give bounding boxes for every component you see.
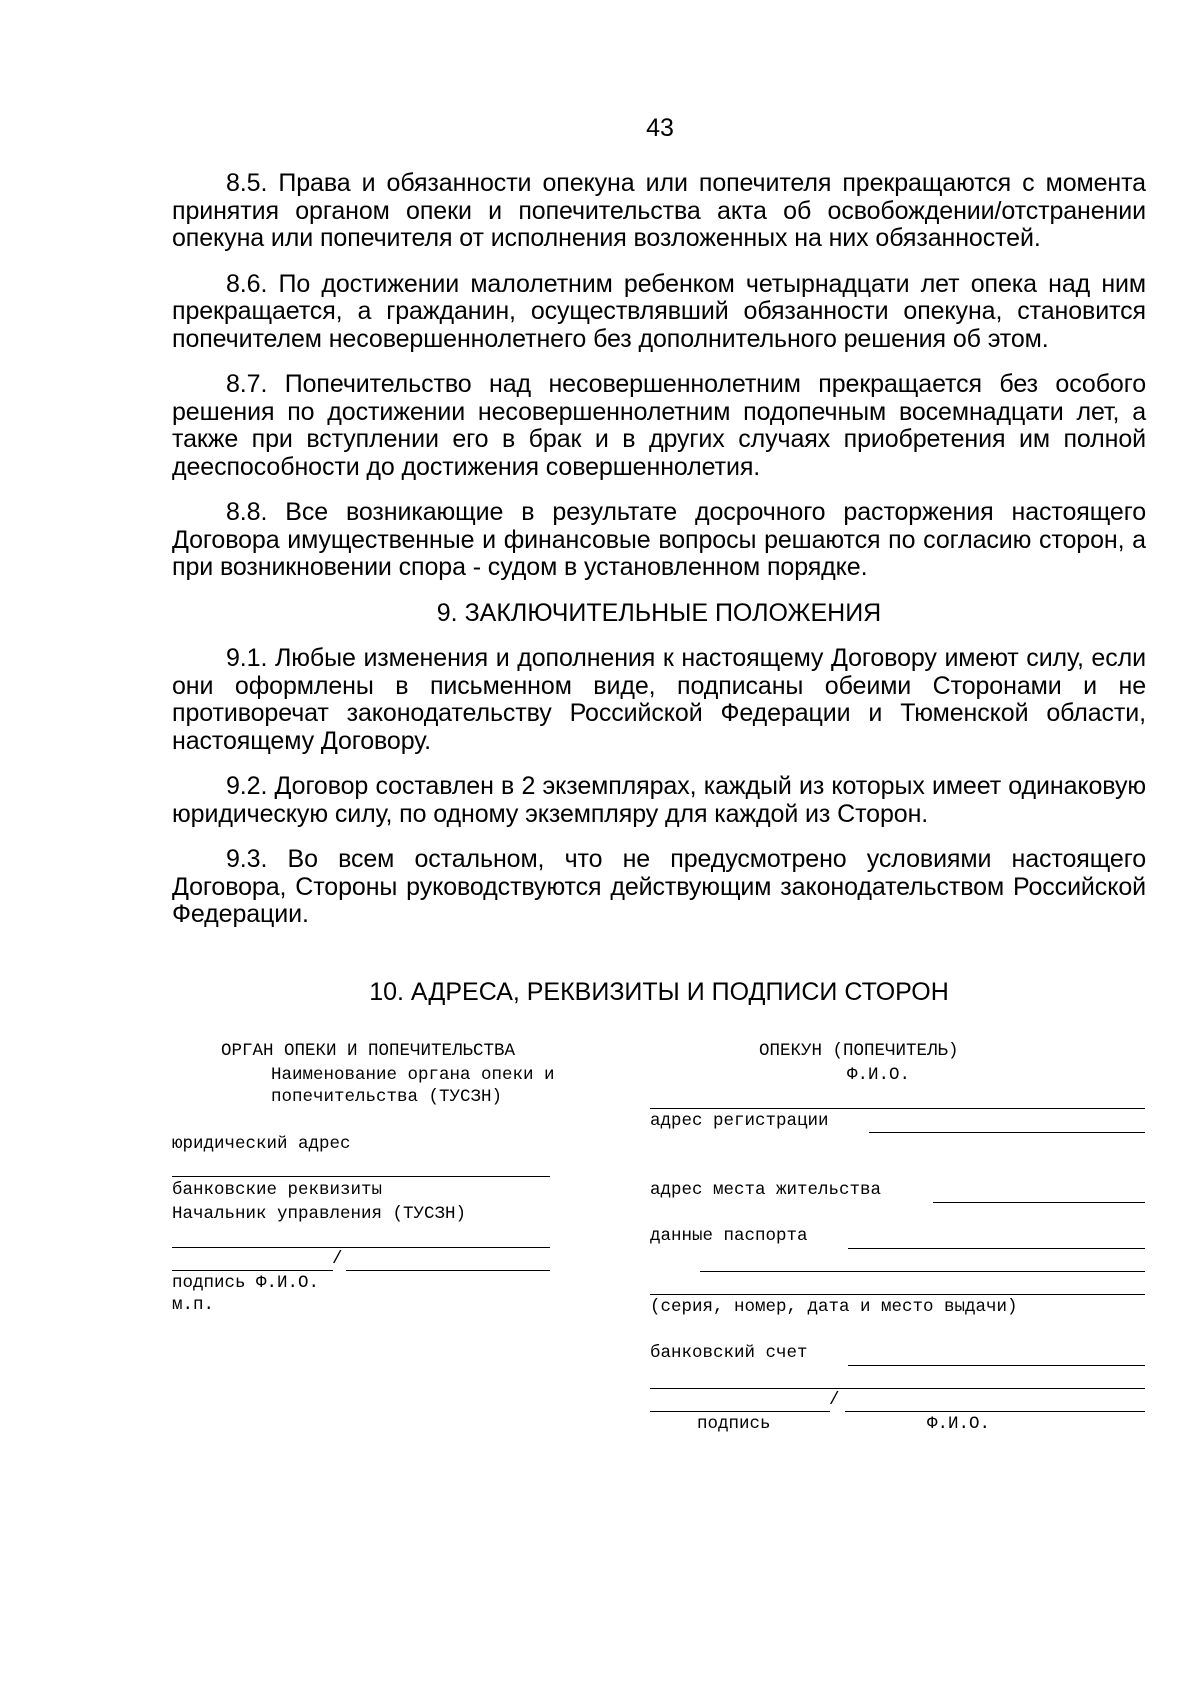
head-name-line xyxy=(172,1247,550,1248)
authority-signature-line xyxy=(172,1270,333,1271)
authority-signature-caption: подпись Ф.И.О. xyxy=(172,1273,320,1293)
passport-label: данные паспорта xyxy=(650,1226,808,1246)
bank-account-label: банковский счет xyxy=(650,1343,808,1363)
authority-name-label-2: попечительства (ТУСЗН) xyxy=(271,1087,503,1107)
guardian-title: ОПЕКУН (ПОПЕЧИТЕЛЬ) xyxy=(759,1041,959,1061)
passport-note: (серия, номер, дата и место выдачи) xyxy=(650,1297,1018,1317)
guardian-signature-caption: подпись xyxy=(697,1414,771,1434)
section-10-heading: 10. АДРЕСА, РЕКВИЗИТЫ И ПОДПИСИ СТОРОН xyxy=(369,977,949,1006)
section-9-heading: 9. ЗАКЛЮЧИТЕЛЬНЫЕ ПОЛОЖЕНИЯ xyxy=(436,598,882,627)
clause-9-3: 9.3. Во всем остальном, что не предусмотрено условиями настоящего Договора, Стороны руководствуются действующим законодательством Российской Федерации. xyxy=(172,845,1146,928)
guardian-signature-line xyxy=(650,1411,830,1412)
clause-8-6: 8.6. По достижении малолетним ребенком четырнадцати лет опека над ним прекращается, а гражданин, осуществлявший обязанности опекуна, становится попечителем несовершеннолетнего без дополнительного решения об этом. xyxy=(172,269,1146,353)
residence-address-line xyxy=(933,1202,1145,1203)
page-number: 43 xyxy=(646,114,674,142)
guardian-fio-caption: Ф.И.О. xyxy=(927,1414,991,1434)
guardian-fio-label: Ф.И.О. xyxy=(847,1065,911,1085)
authority-title: ОРГАН ОПЕКИ И ПОПЕЧИТЕЛЬСТВА xyxy=(221,1041,516,1061)
authority-name-label-1: Наименование органа опеки и xyxy=(271,1065,555,1085)
residence-address-label: адрес места жительства xyxy=(650,1180,882,1200)
guardian-fio-line xyxy=(650,1108,1145,1109)
clause-8-8: 8.8. Все возникающие в результате досрочного расторжения настоящего Договора имущественные и финансовые вопросы решаются по согласию сторон, а при возникновении спора - судом в установленном порядке. xyxy=(172,498,1146,581)
bank-account-line-2 xyxy=(650,1388,1145,1389)
bank-details-label: банковские реквизиты xyxy=(172,1180,383,1200)
registration-address-line xyxy=(869,1132,1145,1133)
stamp-place-label: м.п. xyxy=(172,1295,215,1315)
clause-8-5: 8.5. Права и обязанности опекуна или попечителя прекращаются с момента принятия органом опеки и попечительства акта об освобождении/отстранении опекуна или попечителя от исполнения возложенных на них обязанностей. xyxy=(172,169,1146,252)
registration-address-label: адрес регистрации xyxy=(650,1111,829,1131)
authority-fio-line xyxy=(346,1270,550,1271)
passport-line-2 xyxy=(700,1271,1145,1272)
head-of-department-label: Начальник управления (ТУСЗН) xyxy=(172,1204,467,1224)
guardian-signature-separator: / xyxy=(829,1390,840,1410)
clause-8-7: 8.7. Попечительство над несовершеннолетним прекращается без особого решения по достижении несовершеннолетним подопечным восемнадцати лет, а также при вступлении его в брак и в других случаях приобретения им полной дееспособности до достижения совершеннолетия. xyxy=(172,370,1146,481)
guardian-fio-sign-line xyxy=(845,1411,1145,1412)
signature-separator: / xyxy=(332,1249,343,1269)
clause-9-2: 9.2. Договор составлен в 2 экземплярах, каждый из которых имеет одинаковую юридическую силу, по одному экземпляру для каждой из Сторон. xyxy=(172,772,1146,828)
passport-line-1 xyxy=(848,1248,1145,1249)
bank-account-line-1 xyxy=(848,1365,1145,1366)
contract-body xyxy=(172,170,1146,1018)
legal-address-line xyxy=(172,1176,550,1177)
passport-line-3 xyxy=(650,1294,1145,1295)
clause-9-1: 9.1. Любые изменения и дополнения к настоящему Договору имеют силу, если они оформлены в письменном виде, подписаны обеими Сторонами и не противоречат законодательству Российской Федерации и Тюменской области, настоящему Договору. xyxy=(172,644,1146,755)
legal-address-label: юридический адрес xyxy=(172,1134,351,1154)
